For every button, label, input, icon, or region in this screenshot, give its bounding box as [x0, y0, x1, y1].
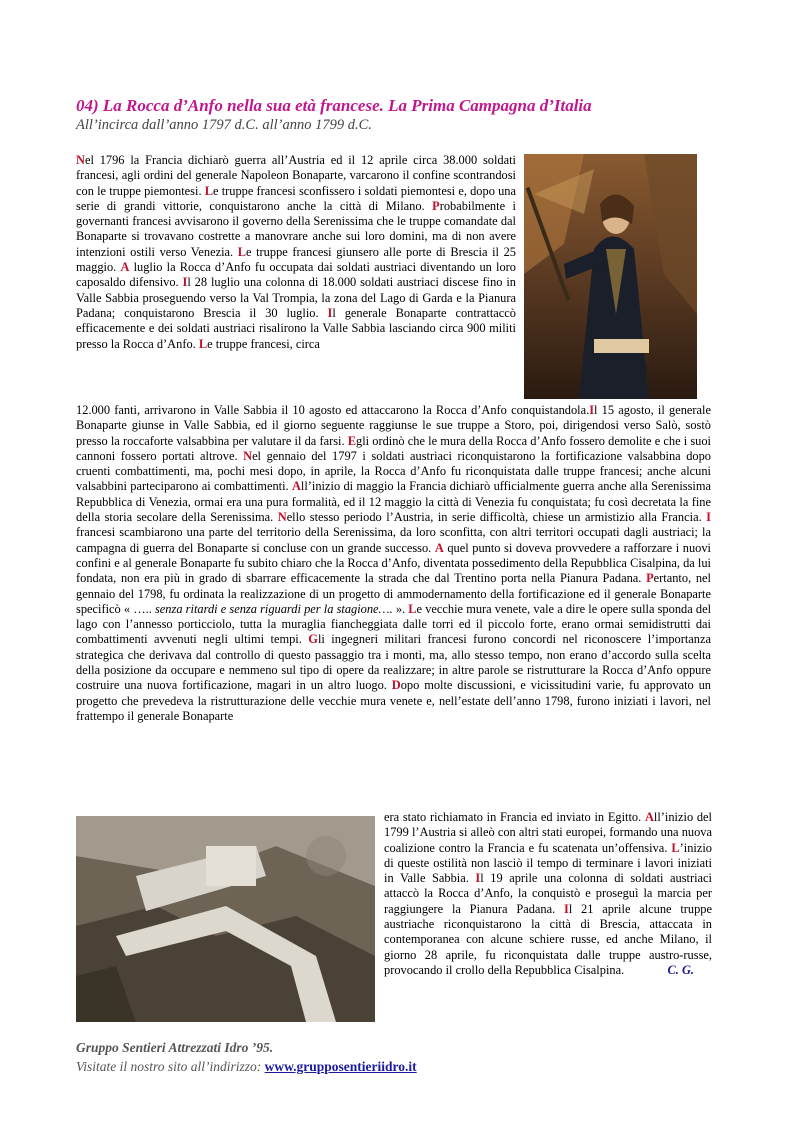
drop-letter: D	[391, 678, 401, 693]
sentence-text: quel punto si doveva provvedere a rafforzare i nuovi confini e al generale Bonaparte fu subito chiaro che la Rocca d’Anfo, diventata possedimento della Repubblica Cisalpina, da lui fondata, non era più in grado di sbarrare efficacemente la strada che dal Trentino porta nella Pianura Padana.	[76, 540, 711, 586]
sentence-text: luglio la Rocca d’Anfo fu occupata dai soldati austriaci diventando un loro caposaldo difensivo.	[76, 260, 516, 290]
drop-letter: I	[564, 901, 569, 916]
rocca-anfo-photo-graphic	[76, 816, 375, 1022]
sentence-text: e truppe francesi sconfissero i soldati piemontesi e, dopo una serie di grandi vittorie, conquistarono anche la città di Milano.	[76, 183, 516, 213]
drop-letter: P	[646, 571, 654, 586]
group-name: Gruppo Sentieri Attrezzati Idro ’95.	[76, 1040, 274, 1055]
drop-letter: A	[120, 260, 130, 275]
drop-letter: E	[347, 433, 357, 448]
drop-letter: I	[182, 275, 188, 290]
drop-letter: N	[277, 510, 287, 525]
sentence-text: l 28 luglio una colonna di 18.000 soldati austriaci discese fino in Valle Sabbia proseguendo verso la Val Trompia, la zona del Lago di Garda e la Pianura Padana; conquistarono Brescia il 30 luglio.	[76, 275, 516, 320]
sentence-text: 12.000 fanti, arrivarono in Valle Sabbia il 10 agosto ed attaccarono la Rocca d’Anfo conquistandola.	[76, 403, 590, 417]
sentence-text: l generale Bonaparte contrattaccò efficacemente e dei soldati austriaci risalirono la Valle Sabbia lasciando circa 900 militi presso la Rocca d’Anfo.	[76, 305, 516, 351]
page-title: 04) La Rocca d’Anfo nella sua età francese. La Prima Campagna d’Italia	[76, 96, 592, 115]
paragraph-conclusion	[384, 810, 712, 978]
website-link[interactable]: www.grupposentieriidro.it	[264, 1059, 417, 1074]
napoleon-painting-graphic	[524, 154, 697, 399]
sentence-text: ll’inizio del 1799 l’Austria si alleò con altri stati europei, formando una nuova coalizione contro la Francia e fu scatenata un’offensiva.	[384, 810, 712, 855]
sentence-text: e truppe francesi giunsero alle porte di Brescia il 25 maggio.	[76, 244, 516, 275]
drop-letter: L	[204, 183, 213, 198]
sentence-text: ello stesso periodo l’Austria, in serie difficoltà, chiese un armistizio alla Francia.	[286, 510, 707, 525]
sentence-text: l 21 aprile alcune truppe austriache riconquistarono la città di Brescia, attaccata in contemporanea con alcune schiere russe, ed anche Milano, il giorno 28 aprile, fu riconquistata dalle truppe austro-russe, provocando il crollo della Repubblica Cisalpina.	[384, 901, 713, 977]
visit-text: Visitate il nostro sito all’indirizzo:	[76, 1059, 262, 1074]
paragraph-intro	[76, 153, 516, 352]
sentence-text: l 15 agosto, il generale Bonaparte giunse in Valle Sabbia, ed il giorno seguente raggiunse le sue truppe a Storo, poi, dirigendosi verso Salò, sostò presso la roccaforte valsabbina per valutare il da farsi.	[76, 403, 711, 448]
drop-letter: A	[291, 479, 301, 494]
sentence-text: l 19 aprile una colonna di soldati austriaci attaccò la Rocca d’Anfo, la conquistò e proseguì la marcia per raggiungere la Pianura Padana.	[384, 871, 712, 916]
drop-letter: L	[198, 336, 208, 351]
rocca-anfo-photo-image	[76, 816, 375, 1022]
sentence-text: el gennaio del 1797 i soldati austriaci riconquistarono la fortificazione valsabbina dopo cruenti combattimenti, ma, pochi mesi dopo, in aprile, la Rocca d’Anfo fu riconquistata dalle truppe francesi; anche alcuni valsabbini parteciparono ai combattimenti.	[76, 448, 711, 494]
sentence-text: gli ordinò che le mura della Rocca d’Anfo fossero demolite e che i suoi cannoni fossero portati altrove.	[76, 433, 712, 463]
drop-letter: I	[589, 403, 595, 417]
paragraph-main	[76, 403, 711, 724]
drop-letter: N	[76, 153, 85, 167]
napoleon-painting-image	[524, 154, 697, 399]
drop-letter: I	[706, 510, 711, 525]
sentence-text: e vecchie mura venete, vale a dire le opere sulla sponda del lago con l’annesso porticciolo, tutta la muraglia fiancheggiata dalle torri ed il piccolo forte, erano ormai semidistrutti dai combattimenti avvenuti negli ultimi tempi.	[76, 601, 712, 647]
drop-letter: N	[243, 448, 253, 463]
sentence-text: e truppe francesi, circa	[207, 336, 320, 351]
sentence-text: ».	[395, 601, 409, 616]
sentence-text: ll’inizio di maggio la Francia dichiarò ufficialmente guerra anche alla Serenissima Repubblica di Venezia, ormai era una pura formalità, ed il 12 maggio la città di Venezia fu conquistata; fu così decretata la fine della storia secolare della Serenissima.	[76, 479, 711, 525]
drop-letter: L	[671, 840, 680, 855]
sentence-text: era stato richiamato in Francia ed inviato in Egitto.	[384, 810, 645, 824]
sentence-text: robabilmente i governanti francesi avvisarono il governo della Serenissima che le truppe comandate dal Bonaparte si trovavano costrette a manovrare anche sui loro domini, ma di non avere intenzioni ostili verso Venezia.	[76, 198, 516, 259]
sentence-text: ertanto, nel gennaio del 1798, fu ordinata la realizzazione di un progetto di ammodernamento della fortificazione ed il generale Bonaparte specificò « …..	[76, 571, 712, 616]
website-line	[76, 1059, 417, 1075]
drop-letter: G	[308, 632, 318, 647]
drop-letter: A	[644, 810, 654, 824]
sentence-text: senza ritardi e senza riguardi per la stagione….	[154, 601, 396, 616]
author-signature: C. G.	[667, 962, 694, 977]
drop-letter: P	[432, 198, 440, 213]
page-subtitle: All’incirca dall’anno 1797 d.C. all’anno 1799 d.C.	[76, 117, 372, 133]
drop-letter: L	[408, 601, 417, 616]
sentence-text: ’inizio di queste ostilità non lasciò il tempo di terminare i lavori iniziati in Valle Sabbia.	[384, 840, 712, 886]
sentence-text: el 1796 la Francia dichiarò guerra all’Austria ed il 12 aprile circa 38.000 soldati francesi, agli ordini del generale Napoleon Bonaparte, varcarono il confine scontrandosi con le truppe piemontesi.	[76, 153, 516, 198]
drop-letter: I	[475, 871, 481, 886]
drop-letter: L	[237, 244, 246, 259]
sentence-text: opo molte discussioni, e vicissitudini varie, fu approvato un progetto che prevedeva la ristrutturazione delle vecchie mura venete e, nell’estate dell’anno 1798, furono iniziati i lavori, nel frattempo il generale Bonaparte	[76, 678, 711, 723]
sentence-text: li ingegneri militari francesi furono concordi nel riconoscere l’importanza strategica che derivava dal controllo di questo passaggio tra i monti, ma, allo stesso tempo, non erano d’accordo sulla scelta della posizione da occupare e nemmeno sul tipo di opere da realizzare; in altre parole se ristrutturare la Rocca d’Anfo oppure costruire una nuova fortificazione, magari in un altro luogo.	[76, 632, 711, 693]
drop-letter: A	[434, 540, 444, 555]
sentence-text: francesi scambiarono una parte del territorio della Serenissima, da loro sconfitta, con altri territori occupati dagli austriaci; la campagna di guerra del Bonaparte si concluse con un grande successo.	[76, 525, 711, 555]
drop-letter: I	[327, 305, 333, 320]
